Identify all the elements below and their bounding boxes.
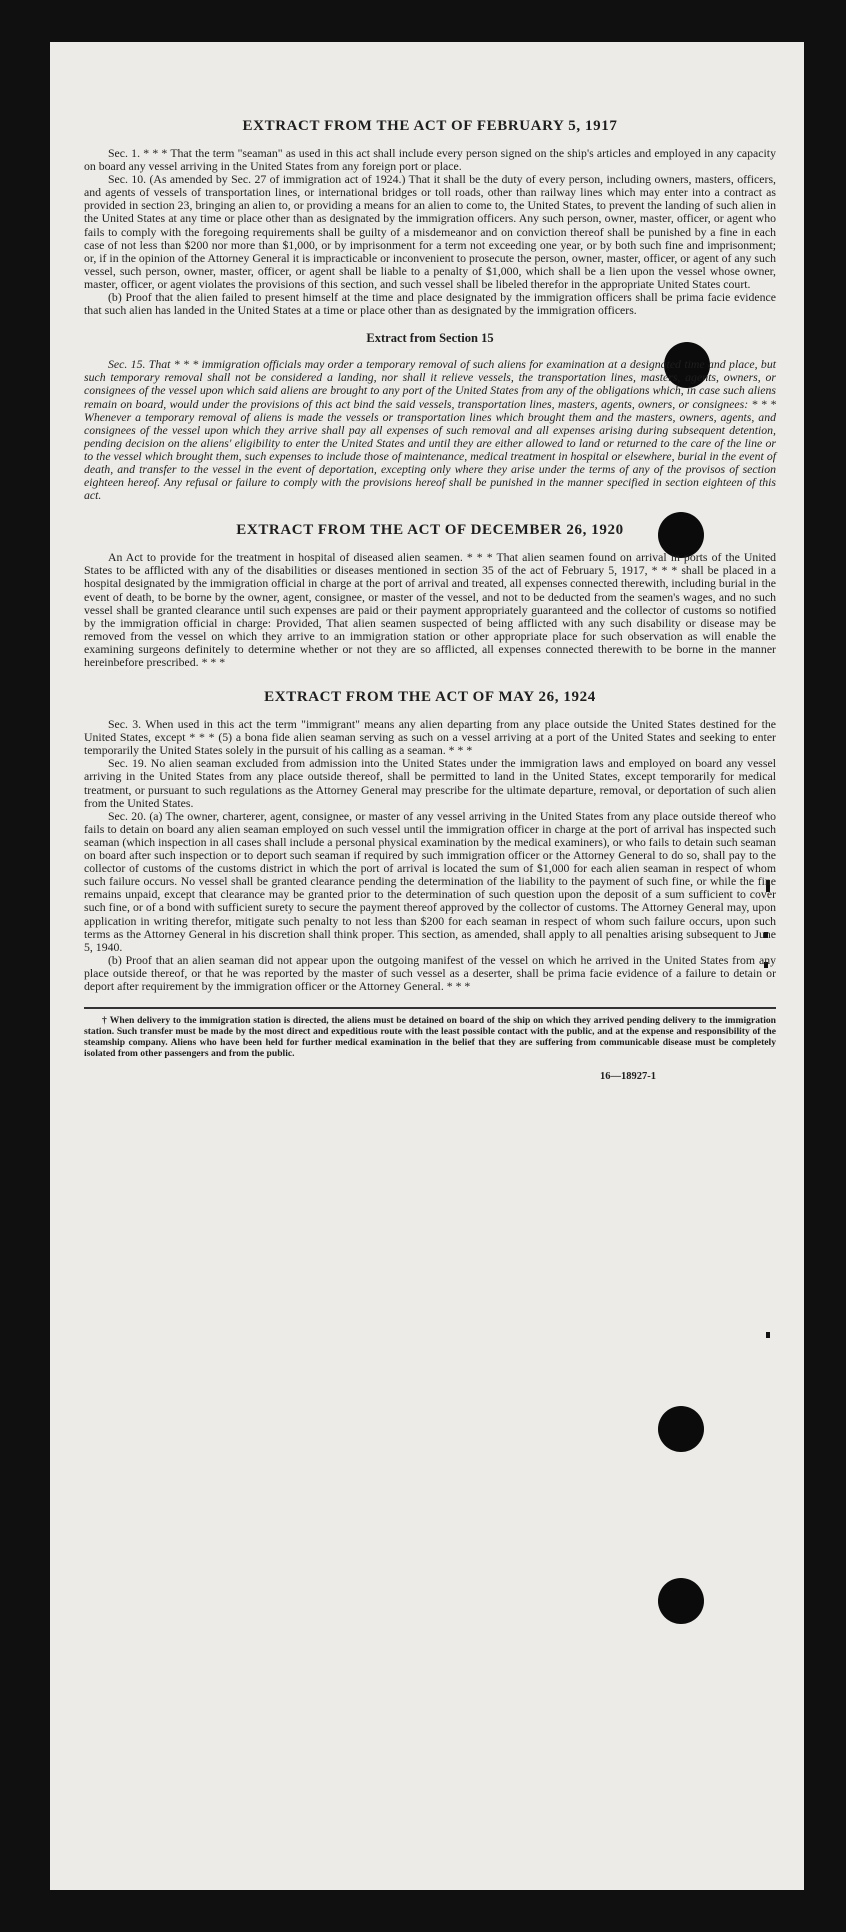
- paragraph-sec-20-a: Sec. 20. (a) The owner, charterer, agent, consignee, or master of any vessel arriving in the United States from any place outside thereof who fails to detain on board any alien seaman employed on such vessel until the immigration officer in charge at the port of arrival has inspected such seaman (which inspection in all cases shall include a personal physical examination by the medical examiners), or who fails to detain such seaman on board after such inspection or to deport such seaman if required by such immigration officer or the Attorney General to do so, shall pay to the collector of customs of the customs district in which the port of arrival is located the sum of $1,000 for each alien seaman in respect of whom such failure occurs. No vessel shall be granted clearance pending the determination of the liability to the payment of such fine, or while the fine remains unpaid, except that clearance may be granted prior to the determination of such question upon the deposit of a sum sufficient to cover such fine, or of a bond with sufficient surety to secure the payment thereof approved by the collector of customs. The Attorney General may, upon application in writing therefor, mitigate such penalty to not less than $200 for each seaman in respect of whom such failure occurs, upon such terms as the Attorney General in his discretion shall think proper. This section, as amended, shall apply to all penalties arising subsequent to June 5, 1940.: [84, 808, 776, 954]
- paragraph-sec-19: Sec. 19. No alien seaman excluded from admission into the United States under the immigration laws and employed on board any vessel arriving in the United States from any place outside thereof, shall be permitted to land in the United States, except temporarily for medical treatment, or pursuant to such regulations as the Attorney General may prescribe for the ultimate departure, removal, or deportation of such alien from the United States.: [84, 756, 776, 810]
- binder-hole-4: [658, 1578, 704, 1624]
- document-page: [50, 42, 804, 1890]
- heading-section-15: Extract from Section 15: [366, 331, 494, 346]
- paragraph-sec-15: Sec. 15. That * * * immigration officials may order a temporary removal of such aliens for examination at a designated time and place, but such temporary removal shall not be considered a landing, nor shall it relieve vessels, the transportation lines, masters, agents, owners, or consignees of the vessel upon which said aliens are brought to any port of the United States from any of the obligations which, in case such aliens remain on board, would under the provisions of this act bind the said vessels, transportation lines, masters, agents, owners, or consignees: * * * Whenever a temporary removal of aliens is made the vessels or transportation lines which brought them and the masters, owners, agents, and consignees of the vessel upon which they arrive shall pay all expenses of such removal and all expenses arising during subsequent detention, pending decision on the aliens' eligibility to enter the United States and until they are either allowed to land or returned to the care of the line or to the vessel which brought them, such expenses to include those of maintenance, medical treatment in hospital or elsewhere, burial in the event of death, and transfer to the vessel in the event of deportation, excepting only where they arise under the terms of any of the provisos of section eighteen hereof. Any refusal or failure to comply with the provisions hereof shall be punished in the manner specified in section eighteen of this act.: [84, 357, 776, 503]
- heading-act-1920: EXTRACT FROM THE ACT OF DECEMBER 26, 1920: [236, 522, 624, 539]
- paragraph-sec-3: Sec. 3. When used in this act the term "immigrant" means any alien departing from any place outside the United States destined for the United States, except * * * (5) a bona fide alien seaman serving as such on a vessel arriving at a port of the United States and seeking to enter temporarily the United States solely in the pursuit of his calling as a seaman. * * *: [84, 717, 776, 758]
- paragraph-sec-20-b: (b) Proof that an alien seaman did not appear upon the outgoing manifest of the vessel on which he arrived in the United States from any place outside thereof, or that he was reported by the master of such vessel as a deserter, shall be prima facie evidence of a failure to detain or deport after requirement by the immigration officer or the Attorney General. * * *: [84, 952, 776, 993]
- document-body: [84, 118, 776, 1082]
- document-number: 16—18927-1: [600, 1071, 656, 1083]
- heading-act-1924: EXTRACT FROM THE ACT OF MAY 26, 1924: [264, 689, 596, 706]
- paragraph-act-1920: An Act to provide for the treatment in hospital of diseased alien seamen. * * * That alien seamen found on arrival in ports of the United States to be afflicted with any of the disabilities or diseases mentioned in section 35 of the act of February 5, 1917, * * * shall be placed in a hospital designated by the immigration official in charge at the port of arrival and treated, all expenses connected therewith, including burial in the event of death, to be borne by the owner, agent, consignee, or master of the vessel, and not to be deducted from the seamen's wages, and no such vessel shall be granted clearance until such expenses are paid or their payment appropriately guaranteed and the collector of customs so notified by the immigration official in charge: Provided, That alien seamen suspected of being afflicted with any such disability or disease may be removed from the vessel on which they arrive to an immigration station or other appropriate place for such observation as will enable the examining surgeons definitely to determine whether or not they are so afflicted, all expenses connected therewith to be borne in the manner hereinbefore prescribed. * * *: [84, 550, 776, 669]
- binder-hole-3: [658, 1406, 704, 1452]
- footnote: [84, 1007, 776, 1059]
- margin-mark-4: [766, 1332, 770, 1338]
- heading-act-1917: EXTRACT FROM THE ACT OF FEBRUARY 5, 1917: [242, 118, 618, 134]
- paragraph-sec-10: Sec. 10. (As amended by Sec. 27 of immigration act of 1924.) That it shall be the duty of every person, including owners, masters, officers, and agents of vessels of transportation lines, or international bridges or toll roads, other than railway lines which may enter into a contract as provided in section 23, bringing an alien to, or providing a means for an alien to come to, the United States, to prevent the landing of such alien in the United States at any time or place other than as designated by the immigration officers. Any such person, owner, master, officer, or agent who fails to comply with the foregoing requirements shall be guilty of a misdemeanor and on conviction thereof shall be punished by a fine in each case of not less than $200 nor more than $1,000, or by imprisonment for a term not exceeding one year, or by both such fine and imprisonment; or, if in the opinion of the Attorney General it is impracticable or inconvenient to prosecute the person, owner, master, officer, or agent of any such vessel, such person, owner, master, officer, or agent shall be liable to a penalty of $1,000, which shall be a lien upon the vessel whose owner, master, officer, or agent violates the provisions of this section, and such vessel shall be libeled therefor in the appropriate United States court.: [84, 172, 776, 291]
- footnote-text: † When delivery to the immigration station is directed, the aliens must be detained on board of the ship on which they arrived pending delivery to the immigration station. Such transfer must be made by the most direct and expeditious route with the least possible contact with the public, and at the expense and responsibility of the steamship company. Aliens who have been held for further medical examination in the belief that they are suffering from communicable disease must be completely isolated from other passengers and from the public.: [84, 1015, 776, 1060]
- paragraph-sec-1: Sec. 1. * * * That the term "seaman" as used in this act shall include every person signed on the ship's articles and employed in any capacity on board any vessel arriving in the United States from any foreign port or place.: [84, 146, 776, 174]
- paragraph-sec-10-b: (b) Proof that the alien failed to present himself at the time and place designated by the immigration officers shall be prima facie evidence that such alien has landed in the United States at a time or place other than as designated by the immigration officers.: [84, 290, 776, 318]
